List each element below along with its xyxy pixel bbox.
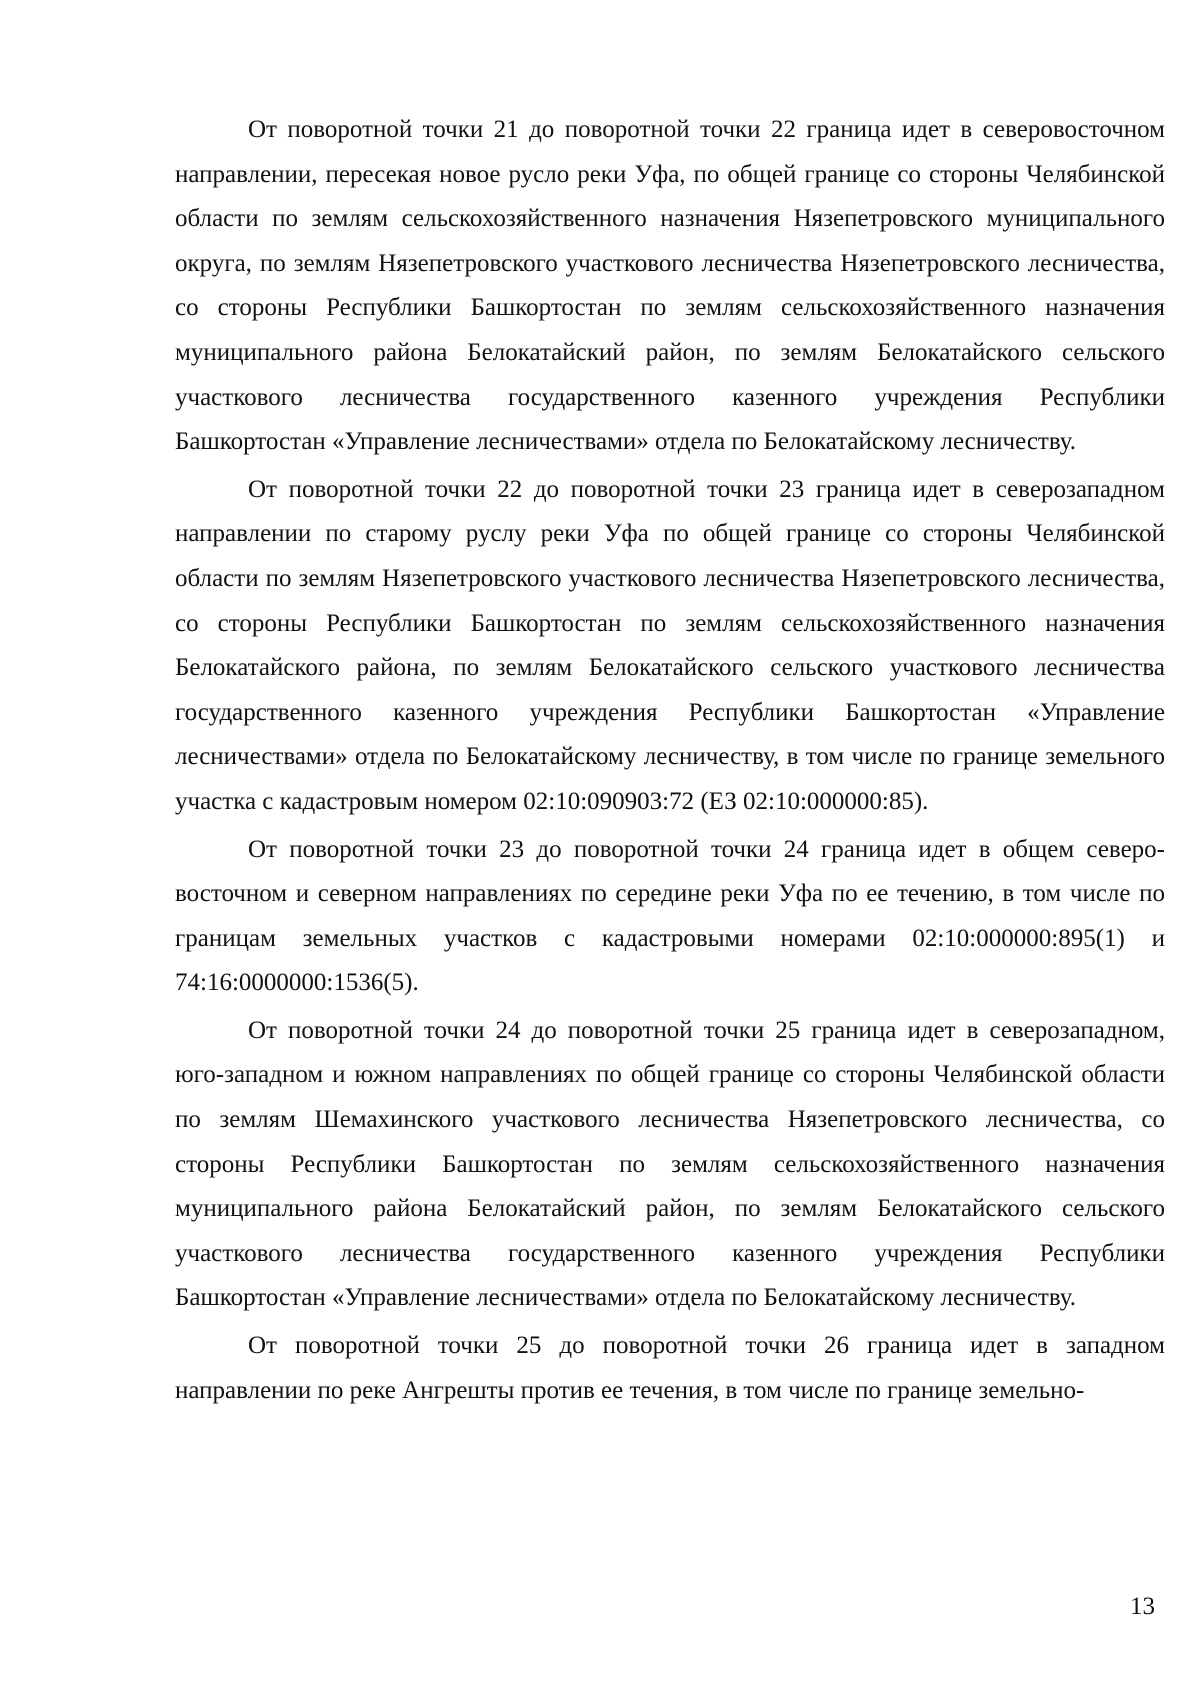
paragraph-point-24-25: От поворотной точки 24 до поворотной точки 25 граница идет в северозападном, юго-западном и южном направлениях по общей границе со стороны Челябинской области по землям Шемахинского участкового лесничества Нязепетровского лесничества, со стороны Республики Башкортостан по землям сельскохозяйственного назначения муниципального района Белокатайский район, по землям Белокатайского сельского участкового лесничества государственного казенного учреждения Республики Башкортостан «Управление лесничествами» отдела по Белокатайскому лесничеству. bbox=[175, 1016, 1165, 1312]
document-body bbox=[175, 108, 1165, 1413]
page-number: 13 bbox=[1130, 1593, 1155, 1620]
paragraph-point-23-24: От поворотной точки 23 до поворотной точки 24 граница идет в общем северовосточном и северном направлениях по середине реки Уфа по ее течению, в том числе по границам земельных участков с кадастровыми номерами 02:10:000000:895(1) и 74:16:0000000:1536(5). bbox=[175, 835, 1165, 997]
paragraph-point-22-23: От поворотной точки 22 до поворотной точки 23 граница идет в северозападном направлении по старому руслу реки Уфа по общей границе со стороны Челябинской области по землям Нязепетровского участкового лесничества Нязепетровского лесничества, со стороны Республики Башкортостан по землям сельскохозяйственного назначения Белокатайского района, по землям Белокатайского сельского участкового лесничества государственного казенного учреждения Республики Башкортостан «Управление лесничествами» отдела по Белокатайскому лесничеству, в том числе по границе земельного участка с кадастровым номером 02:10:090903:72 (ЕЗ 02:10:000000:85). bbox=[175, 475, 1165, 815]
paragraph-point-25-26: От поворотной точки 25 до поворотной точки 26 граница идет в западном направлении по реке Ангрешты против ее течения, в том числе по границе земельно- bbox=[175, 1332, 1165, 1404]
paragraph-point-21-22: От поворотной точки 21 до поворотной точки 22 граница идет в северовосточном направлении, пересекая новое русло реки Уфа, по общей границе со стороны Челябинской области по землям сельскохозяйственного назначения Нязепетровского муниципального округа, по землям Нязепетровского участкового лесничества Нязепетровского лесничества, со стороны Республики Башкортостан по землям сельскохозяйственного назначения муниципального района Белокатайский район, по землям Белокатайского сельского участкового лесничества государственного казенного учреждения Республики Башкортостан «Управление лесничествами» отдела по Белокатайскому лесничеству. bbox=[175, 116, 1165, 456]
